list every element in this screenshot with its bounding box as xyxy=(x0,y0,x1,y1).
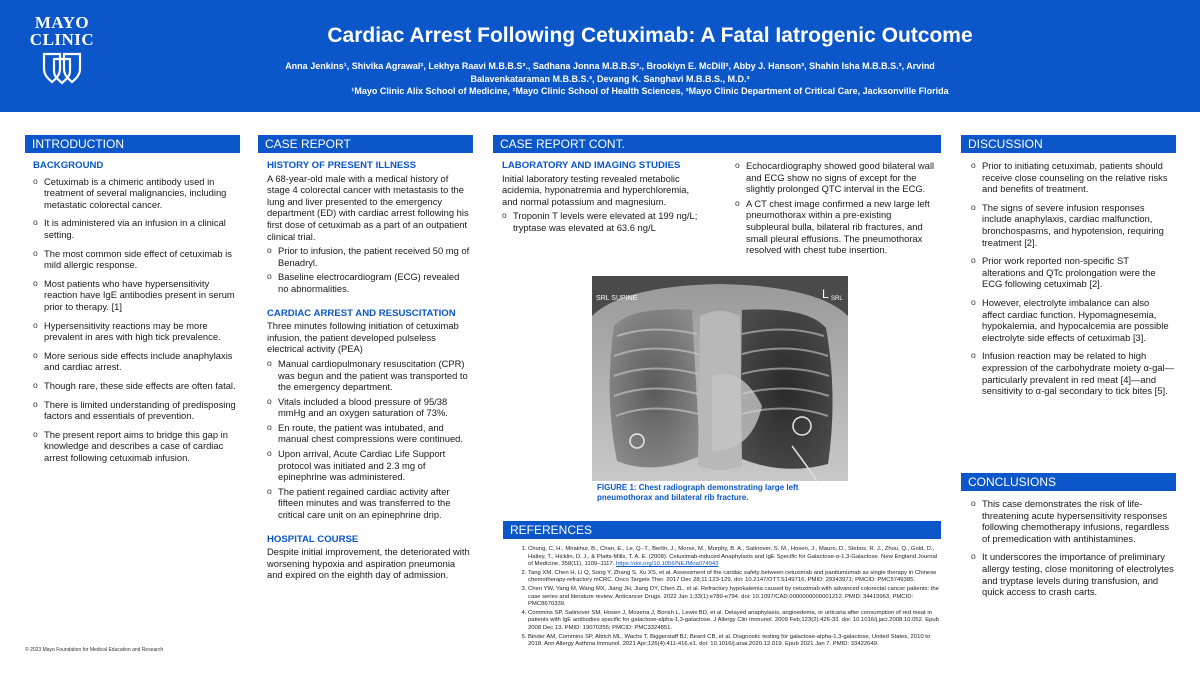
background-subheading: BACKGROUND xyxy=(33,160,104,171)
list-item: o The signs of severe infusion responses include anaphylaxis, cardiac malfunction, bronchospasms, and hypotension, requiring treatment [2]. xyxy=(971,202,1174,248)
hpi-text: A 68-year-old male with a medical history of stage 4 colorectal cancer with metastasis to the lung and liver presented to the emergency department (ED) with cardiac arrest following his first dose of cetuximab as a part of an outpatient clinical trial. xyxy=(267,172,469,242)
list-item: o There is limited understanding of predisposing factors and essentials of prevention. xyxy=(33,399,238,422)
conclusions-heading: CONCLUSIONS xyxy=(961,473,1176,491)
discussion-heading: DISCUSSION xyxy=(961,135,1176,153)
introduction-column xyxy=(33,160,238,470)
list-item: o Baseline electrocardiogram (ECG) revealed no abnormalities. xyxy=(267,271,472,294)
hpi-bullets xyxy=(267,245,472,294)
list-item: o Prior to initiating cetuximab, patients should receive close counseling on the relative risks and benefits of treatment. xyxy=(971,160,1174,195)
list-item: o Cetuximab is a chimeric antibody used in treatment of several malignancies, including metastatic colorectal cancer. xyxy=(33,176,238,211)
references-heading: REFERENCES xyxy=(503,521,941,539)
case-cont-heading: CASE REPORT CONT. xyxy=(493,135,941,153)
imaging-column xyxy=(735,160,935,259)
list-item: o It underscores the importance of preliminary allergy testing, close monitoring of electrolytes and tryptase levels during transfusion, and quick access to crash carts. xyxy=(971,551,1174,597)
lab-text: Initial laboratory testing revealed metabolic acidemia, hyponatremia and hyperchloremia, and normal potassium and magnesium. xyxy=(502,172,690,207)
list-item: o Hypersensitivity reactions may be more prevalent in ares with high tick prevalence. xyxy=(33,320,238,343)
list-item: o The present report aims to bridge this gap in knowledge and describes a case of cardiac arrest following cetuximab infusion. xyxy=(33,429,238,464)
course-text: Despite initial improvement, the deteriorated with worsening hypoxia and aspiration pneumonia and expired on the eighth day of admission. xyxy=(267,546,470,581)
copyright-notice: © 2023 Mayo Foundation for Medical Education and Research xyxy=(25,647,164,653)
introduction-heading: INTRODUCTION xyxy=(25,135,240,153)
list-item: o Infusion reaction may be related to high expression of the carbohydrate moiety α-gal—particularly prevalent in red meat [4]—and sensitivity to α-gal secondary to tick bites [5]. xyxy=(971,350,1174,396)
chest-xray-image xyxy=(592,276,848,481)
logo-line-1: MAYO xyxy=(34,13,90,32)
list-item: o Troponin T levels were elevated at 199 ng/L; tryptase was elevated at 63.6 ng/L xyxy=(502,210,702,233)
discussion-bullets xyxy=(971,160,1174,397)
list-item: o It is administered via an infusion in a clinical setting. xyxy=(33,217,238,240)
logo-line-2: CLINIC xyxy=(29,30,95,49)
arrest-subheading: CARDIAC ARREST AND RESUSCITATION xyxy=(267,307,456,319)
list-item: 4. Commins SP, Satinover SM, Hosen J, Mozena J, Borish L, Lewis BD, et al. Delayed anaphylaxis, angioedema, or urticaria after consumption of red meat in patients with IgE antibodies specific for galactose-alpha-1,3-galactose. J Allergy Clin Immunol. 2009 Feb;123(2):426-33. doi: 10.1016/j.jaci.2008.10.052. Epub 2008 Dec 13. PMID: 19070355; PMCID: PMC3324851. xyxy=(528,610,940,633)
lab-subheading: LABORATORY AND IMAGING STUDIES xyxy=(502,160,681,171)
lab-column xyxy=(502,160,702,237)
introduction-bullets xyxy=(33,176,238,464)
list-item: o More serious side effects include anaphylaxis and cardiac arrest. xyxy=(33,350,238,373)
list-item: 2. Tang XM, Chen H, Li Q, Song Y, Zhang S, Xu XS, et al. Assessment of the cardiac safety between cetuximab and panitumumab as single therapy in Chinese chemotherapy-refractory mCRC. Onco Targets Ther. 2017 Dec 28;11:123-129. doi: 10.2147/OTT.S149716. PMID: 29343971; PMCID: PMC5749385. xyxy=(528,570,940,585)
hpi-subheading: HISTORY OF PRESENT ILLNESS xyxy=(267,160,417,171)
xray-label-right-small: SRL xyxy=(831,296,843,302)
list-item: o Vitals included a blood pressure of 95/38 mmHg and an oxygen saturation of 73%. xyxy=(267,396,472,419)
list-item: o Most patients who have hypersensitivity reaction have IgE antibodies present in serum prior to therapy. [1] xyxy=(33,278,238,313)
list-item: o However, electrolyte imbalance can also affect cardiac function. Hypomagnesemia, hypokalemia, and hypocalcemia are possible electrolyte side effects of cetuximab [3]. xyxy=(971,297,1174,343)
list-item: o Echocardiography showed good bilateral wall and ECG show no signs of except for the slightly prolonged QTC interval in the ECG. xyxy=(735,160,935,195)
mayo-clinic-logo xyxy=(26,14,98,94)
conclusions-column xyxy=(971,498,1174,605)
conclusions-bullets xyxy=(971,498,1174,598)
poster-header xyxy=(0,0,1200,112)
figure-caption: FIGURE 1: Chest radiograph demonstrating large left pneumothorax and bilateral rib fracture. xyxy=(597,483,799,502)
list-item: o Manual cardiopulmonary resuscitation (CPR) was begun and the patient was transported to the emergency department. xyxy=(267,358,472,393)
references-list xyxy=(512,546,940,650)
reference-text: Chung, C. H., Mirakhur, B., Chan, E., Le, Q.-T., Berlin, J., Morse, M., Murphy, B. A., Satinover, S. M., Hosen, J., Mauro, D., Slebos, R. J., Zhou, Q., Gold, D., Hatley, T., Hicklin, D. J., & Platts-Mills, T. A. E. (2008). Cetuximab-induced Anaphylaxis and IgE Specific for Galactose-α-1,3-Galactose. New England Journal of Medicine, 358(11), 1109–1117. xyxy=(528,546,938,568)
list-item: o Though rare, these side effects are often fatal. xyxy=(33,380,238,392)
list-item: o Prior work reported non-specific ST alterations and QTc prolongation were the ECG following cetuximab [2]. xyxy=(971,255,1174,290)
xray-illustration xyxy=(592,276,848,481)
poster-title: Cardiac Arrest Following Cetuximab: A Fatal Iatrogenic Outcome xyxy=(327,24,973,47)
lab-bullets xyxy=(502,210,702,233)
list-item xyxy=(528,546,940,569)
list-item: 5. Binder AM, Commins SP, Altrich ML, Wachs T, Biggerstaff BJ, Beard CB, et al. Diagnostic testing for galactose-alpha-1,3-galactose, United States, 2010 to 2018. Ann Allergy Asthma Immunol. 2021 Apr;126(4):411-416.e1. doi: 10.1016/j.anai.2020.12.019. Epub 2021 Jan 7. PMID: 33422649. xyxy=(528,634,940,649)
list-item: o Prior to infusion, the patient received 50 mg of Benadryl. xyxy=(267,245,472,268)
case-report-heading: CASE REPORT xyxy=(258,135,473,153)
reference-link[interactable]: https://doi.org/10.1056/NEJMoa074943 xyxy=(615,561,719,568)
discussion-column xyxy=(971,160,1174,404)
case-report-column xyxy=(267,160,472,584)
list-item: o The patient regained cardiac activity after fifteen minutes and was transferred to the critical care unit on an epinephrine drip. xyxy=(267,486,472,521)
mayo-shields-icon xyxy=(40,51,84,85)
affiliations: ¹Mayo Clinic Alix School of Medicine, ²Mayo Clinic School of Health Sciences, ³Mayo Clinic Department of Critical Care, Jacksonville Florida xyxy=(351,86,949,96)
arrest-bullets xyxy=(267,358,472,521)
list-item: o A CT chest image confirmed a new large left pneumothorax within a pre-existing subpleural bulla, bilateral rib fractures, and small pleural effusions. The pneumothorax resolved with chest tube insertion. xyxy=(735,198,935,256)
xray-label-right: L xyxy=(822,287,829,301)
xray-label-left: SRL SUPINE xyxy=(596,295,638,302)
list-item: o En route, the patient was intubated, and manual chest compressions were continued. xyxy=(267,422,472,445)
list-item: o This case demonstrates the risk of life-threatening acute hypersensitivity responses following chemotherapy infusions, regardless of premedication with antihistamines. xyxy=(971,498,1174,544)
list-item: 3. Chen YW, Yang M, Wang MX, Jiang JH, Jiang DY, Chen ZL, et al. Refractory hypokalemia caused by cetuximab with advanced colorectal cancer patients: the case series and literature review. Anticancer Drugs. 2022 Jan 1;33(1):e789-e794. doi: 10.1097/CAD.0000000000001212. PMID: 34419963; PMCID: PMC8670339. xyxy=(528,586,940,609)
author-list: Anna Jenkins¹, Shivika Agrawal², Lekhya Raavi M.B.B.S³., Sadhana Jonna M.B.B.S³., Brookiyn E. McDill², Abby J. Hanson³, Shahin Isha M.B.B.S.³, Arvind Balavenkataraman M.B.B.S.³, Devang K. Sanghavi M.B.B.S., M.D.³ xyxy=(285,61,935,84)
arrest-text: Three minutes following initiation of cetuximab infusion, the patient developed pulseless electrical activity (PEA) xyxy=(267,320,459,355)
list-item: o Upon arrival, Acute Cardiac Life Support protocol was initiated and 2.3 mg of epinephrine was administered. xyxy=(267,448,472,483)
imaging-bullets xyxy=(735,160,935,256)
course-subheading: HOSPITAL COURSE xyxy=(267,533,359,545)
list-item: o The most common side effect of cetuximab is mild allergic response. xyxy=(33,248,238,271)
